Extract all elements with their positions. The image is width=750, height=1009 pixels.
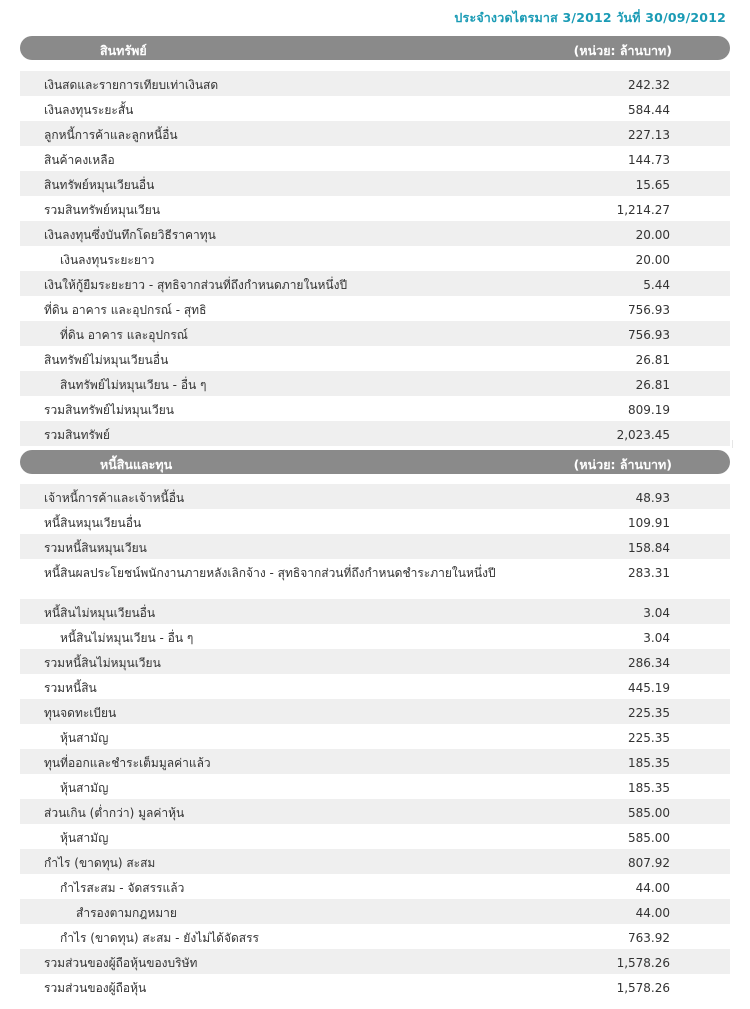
row-label: หนี้สินผลประโยชน์พนักงานภายหลังเลิกจ้าง - สุทธิจากส่วนที่ถึงกำหนดชำระภายในหนึ่งปี: [44, 566, 496, 580]
right-edge-divider: [732, 440, 733, 448]
row-label: รวมส่วนของผู้ถือหุ้น: [44, 981, 147, 995]
row-value: 185.35: [628, 756, 670, 770]
table-row: [20, 196, 730, 221]
row-value: 225.35: [628, 731, 670, 745]
row-value: 1,578.26: [616, 981, 670, 995]
row-value: 807.92: [628, 856, 670, 870]
table-row: [20, 296, 730, 321]
assets-unit: (หน่วย: ล้านบาท): [573, 43, 672, 58]
row-label: ส่วนเกิน (ต่ำกว่า) มูลค่าหุ้น: [44, 806, 185, 820]
table-row: [20, 396, 730, 421]
table-row: [20, 346, 730, 371]
assets-header: [20, 36, 730, 60]
table-row: [20, 71, 730, 96]
liabilities-title: หนี้สินและทุน: [100, 457, 173, 472]
row-label: เงินลงทุนซึ่งบันทึกโดยวิธีราคาทุน: [44, 228, 216, 242]
table-row: [20, 749, 730, 774]
row-value: 756.93: [628, 328, 670, 342]
row-label: เงินสดและรายการเทียบเท่าเงินสด: [44, 78, 219, 92]
table-row: [20, 321, 730, 346]
table-row: [20, 371, 730, 396]
row-label: หนี้สินไม่หมุนเวียน - อื่น ๆ: [60, 631, 194, 645]
table-row: [20, 271, 730, 296]
row-label: รวมหนี้สิน: [44, 681, 97, 695]
row-label: ทุนที่ออกและชำระเต็มมูลค่าแล้ว: [44, 756, 211, 770]
assets-title: สินทรัพย์: [100, 43, 147, 58]
table-row: [20, 874, 730, 899]
row-value: 158.84: [628, 541, 670, 555]
assets-table: [20, 71, 730, 446]
row-value: 809.19: [628, 403, 670, 417]
row-label: กำไรสะสม - จัดสรรแล้ว: [60, 881, 185, 895]
table-row: [20, 649, 730, 674]
row-value: 225.35: [628, 706, 670, 720]
row-value: 584.44: [628, 103, 670, 117]
row-label: ทุนจดทะเบียน: [44, 706, 117, 720]
table-row: [20, 774, 730, 799]
row-label: เงินให้กู้ยืมระยะยาว - สุทธิจากส่วนที่ถึงกำหนดภายในหนึ่งปี: [44, 278, 348, 292]
row-value: 242.32: [628, 78, 670, 92]
row-label: รวมสินทรัพย์ไม่หมุนเวียน: [44, 403, 174, 417]
liabilities-header: [20, 450, 730, 474]
table-row: [20, 699, 730, 724]
row-value: 44.00: [635, 906, 670, 920]
row-label: สินทรัพย์ไม่หมุนเวียนอื่น: [44, 353, 169, 367]
table-row: [20, 171, 730, 196]
table-row: [20, 624, 730, 649]
row-value: 15.65: [635, 178, 670, 192]
row-label: สินค้าคงเหลือ: [44, 153, 115, 167]
period-label: ประจำงวดไตรมาส 3/2012 วันที่ 30/09/2012: [454, 10, 726, 25]
row-label: หุ้นสามัญ: [60, 831, 109, 845]
row-value: 3.04: [643, 631, 670, 645]
row-label: ลูกหนี้การค้าและลูกหนี้อื่น: [44, 128, 178, 142]
row-value: 5.44: [643, 278, 670, 292]
table-row: [20, 246, 730, 271]
row-label: กำไร (ขาดทุน) สะสม: [44, 856, 156, 870]
row-value: 1,214.27: [616, 203, 670, 217]
row-label: เงินลงทุนระยะยาว: [60, 253, 155, 267]
row-label: รวมสินทรัพย์หมุนเวียน: [44, 203, 161, 217]
row-value: 756.93: [628, 303, 670, 317]
row-value: 1,578.26: [616, 956, 670, 970]
row-value: 763.92: [628, 931, 670, 945]
row-value: 2,023.45: [616, 428, 670, 442]
row-value: 3.04: [643, 606, 670, 620]
table-row: [20, 849, 730, 874]
table-row: [20, 509, 730, 534]
row-label: ที่ดิน อาคาร และอุปกรณ์ - สุทธิ: [44, 303, 207, 317]
row-label: หุ้นสามัญ: [60, 781, 109, 795]
table-row: [20, 974, 730, 999]
row-value: 185.35: [628, 781, 670, 795]
table-row: [20, 799, 730, 824]
table-row: [20, 924, 730, 949]
table-row: [20, 559, 730, 599]
liabilities-table: [20, 484, 730, 999]
row-value: 445.19: [628, 681, 670, 695]
row-value: 585.00: [628, 806, 670, 820]
row-label: รวมหนี้สินหมุนเวียน: [44, 541, 147, 555]
table-row: [20, 724, 730, 749]
row-value: 109.91: [628, 516, 670, 530]
row-value: 20.00: [635, 228, 670, 242]
table-row: [20, 534, 730, 559]
row-label: รวมส่วนของผู้ถือหุ้นของบริษัท: [44, 956, 198, 970]
table-row: [20, 674, 730, 699]
row-value: 44.00: [635, 881, 670, 895]
table-row: [20, 221, 730, 246]
row-label: ที่ดิน อาคาร และอุปกรณ์: [60, 328, 188, 342]
table-row: [20, 899, 730, 924]
table-row: [20, 599, 730, 624]
row-label: กำไร (ขาดทุน) สะสม - ยังไม่ได้จัดสรร: [60, 931, 259, 945]
row-label: สินทรัพย์ไม่หมุนเวียน - อื่น ๆ: [60, 378, 207, 392]
row-label: หุ้นสามัญ: [60, 731, 109, 745]
row-value: 48.93: [635, 491, 670, 505]
row-value: 227.13: [628, 128, 670, 142]
row-value: 283.31: [628, 566, 670, 580]
row-label: สำรองตามกฎหมาย: [76, 906, 177, 920]
table-row: [20, 96, 730, 121]
row-value: 286.34: [628, 656, 670, 670]
table-row: [20, 146, 730, 171]
row-label: สินทรัพย์หมุนเวียนอื่น: [44, 178, 155, 192]
row-value: 585.00: [628, 831, 670, 845]
row-value: 26.81: [635, 353, 670, 367]
table-row: [20, 484, 730, 509]
row-label: รวมหนี้สินไม่หมุนเวียน: [44, 656, 161, 670]
row-label: รวมสินทรัพย์: [44, 428, 110, 442]
table-row: [20, 824, 730, 849]
row-value: 144.73: [628, 153, 670, 167]
table-row: [20, 121, 730, 146]
table-row: [20, 949, 730, 974]
row-value: 26.81: [635, 378, 670, 392]
row-label: หนี้สินหมุนเวียนอื่น: [44, 516, 142, 530]
liabilities-unit: (หน่วย: ล้านบาท): [573, 457, 672, 472]
row-label: เงินลงทุนระยะสั้น: [44, 103, 134, 117]
row-label: เจ้าหนี้การค้าและเจ้าหนี้อื่น: [44, 491, 185, 505]
row-value: 20.00: [635, 253, 670, 267]
row-label: หนี้สินไม่หมุนเวียนอื่น: [44, 606, 156, 620]
table-row: [20, 421, 730, 446]
